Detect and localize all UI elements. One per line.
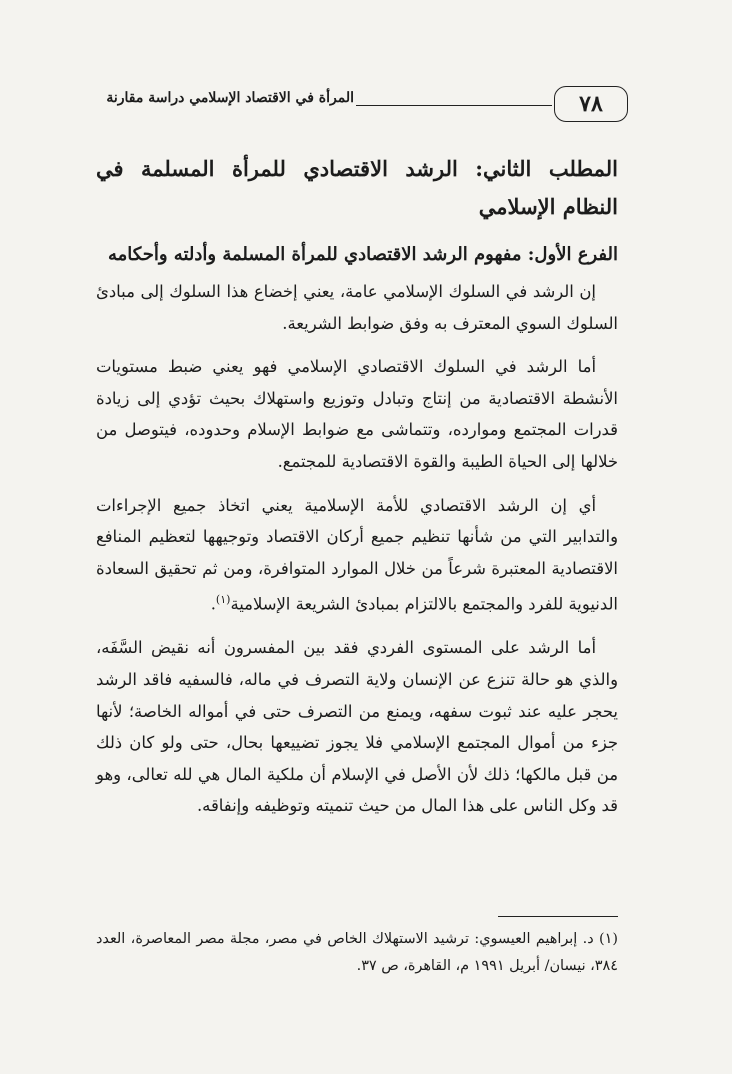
paragraph-2: أما الرشد في السلوك الاقتصادي الإسلامي فهو يعني ضبط مستويات الأنشطة الاقتصادية من إنتاج وتبادل وتوزيع واستهلاك بحيث تؤدي إلى زيادة قدرات المجتمع وموارده، وتتماشى مع ضوابط الإسلام وحدوده، فيتوصل من خلالها إلى الحياة الطيبة والقوة الاقتصادية للمجتمع.: [96, 357, 618, 471]
paragraph-3: أي إن الرشد الاقتصادي للأمة الإسلامية يعني اتخاذ جميع الإجراءات والتدابير التي من شأنها تنظيم جميع أركان الاقتصاد وتوجيهها لتعظيم المنافع الاقتصادية المعتبرة شرعاً من خلال الموارد المتوافرة، ومن ثم تحقيق السعادة الدنيوية للفرد والمجتمع بالالتزام بمبادئ الشريعة الإسلامية$^{(١)}$.: [96, 495, 618, 614]
page-header: [96, 86, 628, 122]
paragraph-1: إن الرشد في السلوك الإسلامي عامة، يعني إخضاع هذا السلوك إلى مبادئ السلوك السوي المعترف به وفق ضوابط الشريعة.: [96, 282, 618, 333]
subsection-title: الفرع الأول: مفهوم الرشد الاقتصادي للمرأة المسلمة وأدلته وأحكامه: [107, 244, 618, 265]
page-body: [96, 150, 618, 834]
section-title: المطلب الثاني: الرشد الاقتصادي للمرأة المسلمة في النظام الإسلامي: [96, 156, 618, 219]
running-title: المرأة في الاقتصاد الإسلامي دراسة مقارنة: [106, 90, 354, 106]
footnote-reference: (١): [215, 593, 231, 607]
paragraph-4: أما الرشد على المستوى الفردي فقد بين المفسرون أنه نقيض السَّفَه، والذي هو حالة تنزع عن الإنسان ولاية التصرف في ماله، فالسفيه فاقد الرشد يحجر عليه عند ثبوت سفهه، ويمنع من التصرف حتى في أمواله الخاصة؛ لأنها جزء من أموال المجتمع الإسلامي فلا يجوز تضييعها بحال، حتى ولو كان ذلك من قبل مالكها؛ ذلك لأن الأصل في الإسلام أن ملكية المال هي لله تعالى، وهو قد وكل الناس على هذا المال من حيث تنميته وتوظيفه وإنفاقه.: [96, 638, 618, 816]
header-rule: [356, 105, 552, 106]
paragraph-3-text: أي إن الرشد الاقتصادي للأمة الإسلامية يعني اتخاذ جميع الإجراءات والتدابير التي من شأنها تنظيم جميع أركان الاقتصاد وتوجيهها لتعظيم المنافع الاقتصادية المعتبرة شرعاً من خلال الموارد المتوافرة، ومن ثم تحقيق السعادة الدنيوية للفرد والمجتمع بالالتزام بمبادئ الشريعة الإسلامية: [96, 495, 618, 614]
footnote: (١) د. إبراهيم العيسوي: ترشيد الاستهلاك الخاص في مصر، مجلة مصر المعاصرة، العدد ٣٨٤، نيسان/ أبريل ١٩٩١ م، القاهرة، ص ٣٧.: [96, 931, 618, 974]
footnote-separator: [498, 916, 618, 917]
page-number: ٧٨: [554, 86, 628, 122]
